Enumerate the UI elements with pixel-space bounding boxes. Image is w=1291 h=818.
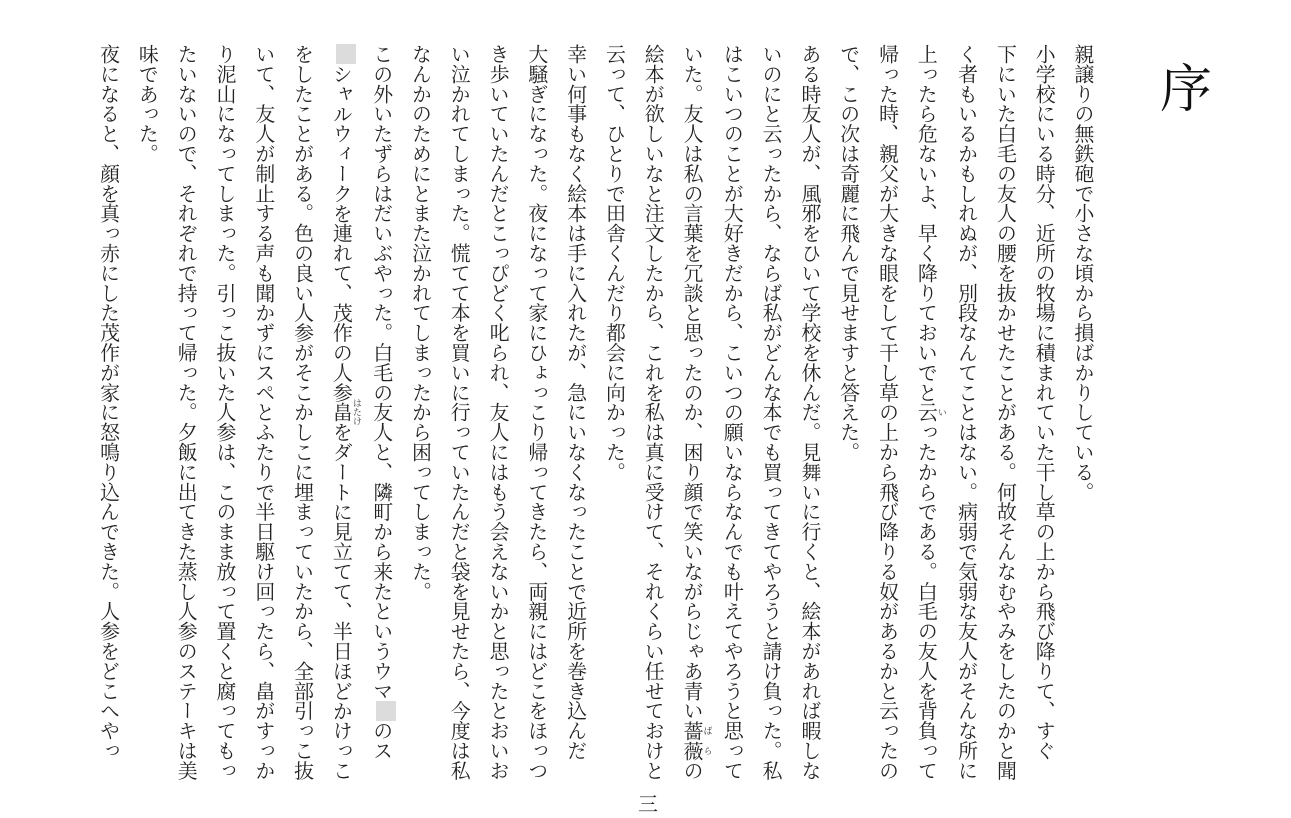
- text-column: [165, 44, 204, 789]
- text-column: [671, 44, 711, 789]
- text-column: [906, 44, 946, 789]
- text-column: [516, 44, 555, 789]
- text-segment: いた。友人は私の言葉を冗談と思ったのか、困り顔で笑いながらじゃあ青い: [680, 44, 704, 721]
- ruby-annotation: ばら: [701, 720, 712, 761]
- ruby-base: 薔薇: [680, 720, 704, 761]
- text-segment: 小学校にいる時分、近所の牧場に積まれていた干し草の上から飛び降りて、すぐ: [1032, 44, 1056, 761]
- text-column: [712, 44, 751, 789]
- text-segment: いて、友人が制止する声も聞かずにスペとふたりで半日駆け回ったら、畠がすっか: [251, 44, 275, 781]
- text-segment: 帰った時、親父が大きな眼をして干し草の上から飛び降りる奴があるかと云ったの: [875, 44, 899, 781]
- redacted-block: [376, 701, 396, 721]
- text-segment: シャルウィークを連れて、茂作の人参: [329, 64, 353, 403]
- text-column: [204, 44, 243, 789]
- text-segment: 下にいた白毛の友人の腰を抜かせたことがある。何故そんなむやみをしたのかと聞: [993, 44, 1017, 781]
- text-column: [282, 44, 321, 789]
- text-column: [632, 44, 671, 789]
- text-segment: 味であった。: [135, 44, 159, 164]
- text-segment: く者もいるかもしれぬが、別段なんてことはない。病弱で気弱な友人がそんな所に: [954, 44, 978, 781]
- text-column: [361, 44, 400, 789]
- text-segment: き歩いていたんだとこっぴどく叱られ、友人にはもう会えないかと思ったとおいお: [486, 44, 510, 781]
- text-segment: いのにと云ったから、ならば私がどんな本でも買ってきてやろうと請け負った。私: [759, 44, 783, 781]
- ruby-base: 畠: [329, 398, 353, 426]
- text-column: [438, 44, 477, 789]
- text-column: [594, 44, 633, 789]
- text-segment: ったからである。白毛の友人を背負って: [914, 422, 938, 781]
- ruby-annotation: い: [935, 402, 946, 423]
- text-column: [127, 44, 166, 789]
- redacted-block: [336, 44, 356, 64]
- text-segment: をしたことがある。色の良い人参がそこかしこに埋まっていたから、全部引っこ抜: [290, 44, 314, 781]
- text-segment: たいないので、それぞれで持って帰った。夕飯に出てきた蒸し人参のステーキは美: [174, 44, 198, 781]
- text-column: [985, 44, 1024, 789]
- text-segment: なんかのためにとまた泣かれてしまったから困ってしまった。: [408, 44, 432, 602]
- text-segment: で、この次は奇麗に飛んで見せますと答えた。: [836, 44, 860, 462]
- text-segment: 大騒ぎになった。夜になって家にひょっこり帰ってきたら、両親にはどこをほっつ: [524, 44, 548, 781]
- text-column: [946, 44, 985, 789]
- body-text: [88, 44, 1101, 789]
- text-segment: 親譲りの無鉄砲で小さな頃から損ばかりしている。: [1071, 44, 1094, 502]
- text-column: [789, 44, 828, 789]
- text-segment: のス: [369, 720, 393, 761]
- text-segment: ある時友人が、風邪をひいて学校を休んだ。見舞いに行くと、絵本があれば暇しな: [797, 44, 821, 781]
- text-segment: 云って、ひとりで田舎くんだり都会に向かった。: [602, 44, 626, 482]
- text-segment: 絵本が欲しいなと注文したから、これを私は真に受けて、それくらい任せておけと: [641, 44, 665, 781]
- ruby-text: [329, 398, 361, 426]
- text-column: [1023, 44, 1062, 789]
- text-segment: の: [680, 760, 704, 781]
- ruby-annotation: はたけ: [350, 398, 361, 426]
- text-column: [477, 44, 516, 789]
- text-segment: 幸い何事もなく絵本は手に入れたが、急にいなくなったことで近所を巻き込んだ: [563, 44, 587, 761]
- text-segment: この外いたずらはだいぶやった。白毛の友人と、隣町から来たというウマ: [369, 44, 393, 701]
- text-column: [555, 44, 594, 789]
- text-column: [750, 44, 789, 789]
- text-segment: はこいつのことが大好きだから、こいつの願いならなんでも叶えてやろうと思って: [720, 44, 744, 781]
- text-column: [88, 44, 127, 789]
- text-column: [321, 44, 361, 789]
- page-number: 三: [638, 792, 658, 816]
- text-segment: 夜になると、顔を真っ赤にした茂作が家に怒鳴り込んできた。人参をどこへやっ: [96, 44, 120, 761]
- text-column: [400, 44, 439, 789]
- text-segment: り泥山になってしまった。引っこ抜いた人参は、このまま放って置くと腐ってもっ: [212, 44, 236, 781]
- ruby-base: 云: [914, 402, 938, 423]
- text-column: [1062, 44, 1101, 789]
- text-column: [828, 44, 867, 789]
- text-column: [867, 44, 906, 789]
- text-segment: をダートに見立てて、半日ほどかけっこ: [329, 422, 353, 781]
- text-segment: い泣かれてしまった。慌てて本を買いに行っていたんだと袋を見せたら、今度は私: [447, 44, 471, 781]
- text-segment: 上ったら危ないよ、早く降りておいでと: [914, 44, 938, 403]
- chapter-heading: 序: [1160, 60, 1213, 120]
- ruby-text: [914, 402, 946, 423]
- ruby-text: [680, 720, 712, 761]
- text-column: [243, 44, 282, 789]
